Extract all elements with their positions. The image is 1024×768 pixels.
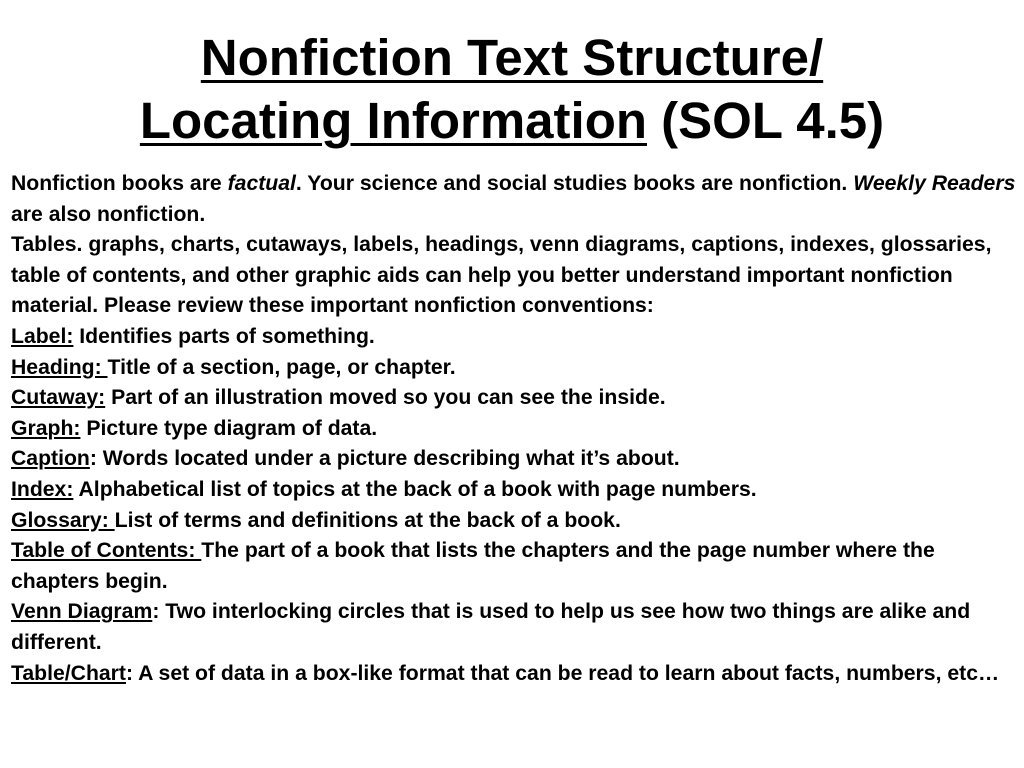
- title-line-2-underlined: Locating Information: [139, 92, 647, 149]
- definition-term: Label:: [11, 324, 74, 348]
- definition-item: [11, 506, 1019, 537]
- title-line-1: Nonfiction Text Structure/: [200, 29, 824, 86]
- definition-item: [11, 353, 1019, 384]
- definition-item: [11, 597, 1019, 658]
- intro-text: Nonfiction books are: [11, 172, 228, 195]
- intro-text: . Your science and social studies books are nonfiction.: [295, 172, 854, 195]
- intro-paragraph-1: [11, 169, 1019, 230]
- definition-text: : Two interlocking circles that is used to help us see how two things are alike and different.: [11, 600, 971, 654]
- intro-italic-factual: factual: [227, 172, 296, 195]
- definition-text: List of terms and definitions at the back of a book.: [114, 508, 621, 532]
- slide-body: [11, 169, 1019, 689]
- definition-item: [11, 383, 1019, 414]
- definition-term: Heading:: [11, 355, 108, 379]
- definition-item: [11, 659, 1019, 690]
- definition-term: Glossary:: [11, 508, 115, 532]
- definition-text: Part of an illustration moved so you can see the inside.: [105, 386, 666, 410]
- definition-term: Index:: [11, 477, 74, 501]
- definition-item: [11, 475, 1019, 506]
- definition-term: Venn Diagram: [11, 600, 153, 624]
- intro-paragraph-2: Tables. graphs, charts, cutaways, labels, headings, venn diagrams, captions, indexes, glossaries, table of contents, and other graphic aids can help you better understand important nonfiction material. Please review these important nonfiction conventions:: [11, 233, 992, 318]
- definition-text: : A set of data in a box-like format that can be read to learn about facts, numbers, etc…: [125, 661, 1000, 685]
- definition-item: [11, 536, 1019, 597]
- definition-term: Caption: [11, 447, 90, 471]
- title-line-2-rest: (SOL 4.5): [647, 92, 885, 149]
- definition-term: Cutaway:: [11, 386, 106, 410]
- definition-text: Alphabetical list of topics at the back of a book with page numbers.: [73, 477, 757, 501]
- definition-text: Title of a section, page, or chapter.: [107, 355, 456, 379]
- definition-text: Identifies parts of something.: [73, 324, 375, 348]
- definition-term: Table of Contents:: [11, 539, 202, 563]
- intro-italic-weekly-readers: Weekly Readers: [853, 172, 1016, 195]
- definition-item: [11, 414, 1019, 445]
- definition-text: Picture type diagram of data.: [80, 416, 378, 440]
- definition-item: [11, 322, 1019, 353]
- definition-text: : Words located under a picture describing what it’s about.: [89, 447, 680, 471]
- definition-text: The part of a book that lists the chapters and the page number where the chapters begin.: [11, 539, 935, 593]
- definition-item: [11, 444, 1019, 475]
- definition-term: Table/Chart: [11, 661, 126, 685]
- intro-text: are also nonfiction.: [11, 202, 206, 226]
- definition-term: Graph:: [11, 416, 81, 440]
- slide-title: [0, 26, 1024, 152]
